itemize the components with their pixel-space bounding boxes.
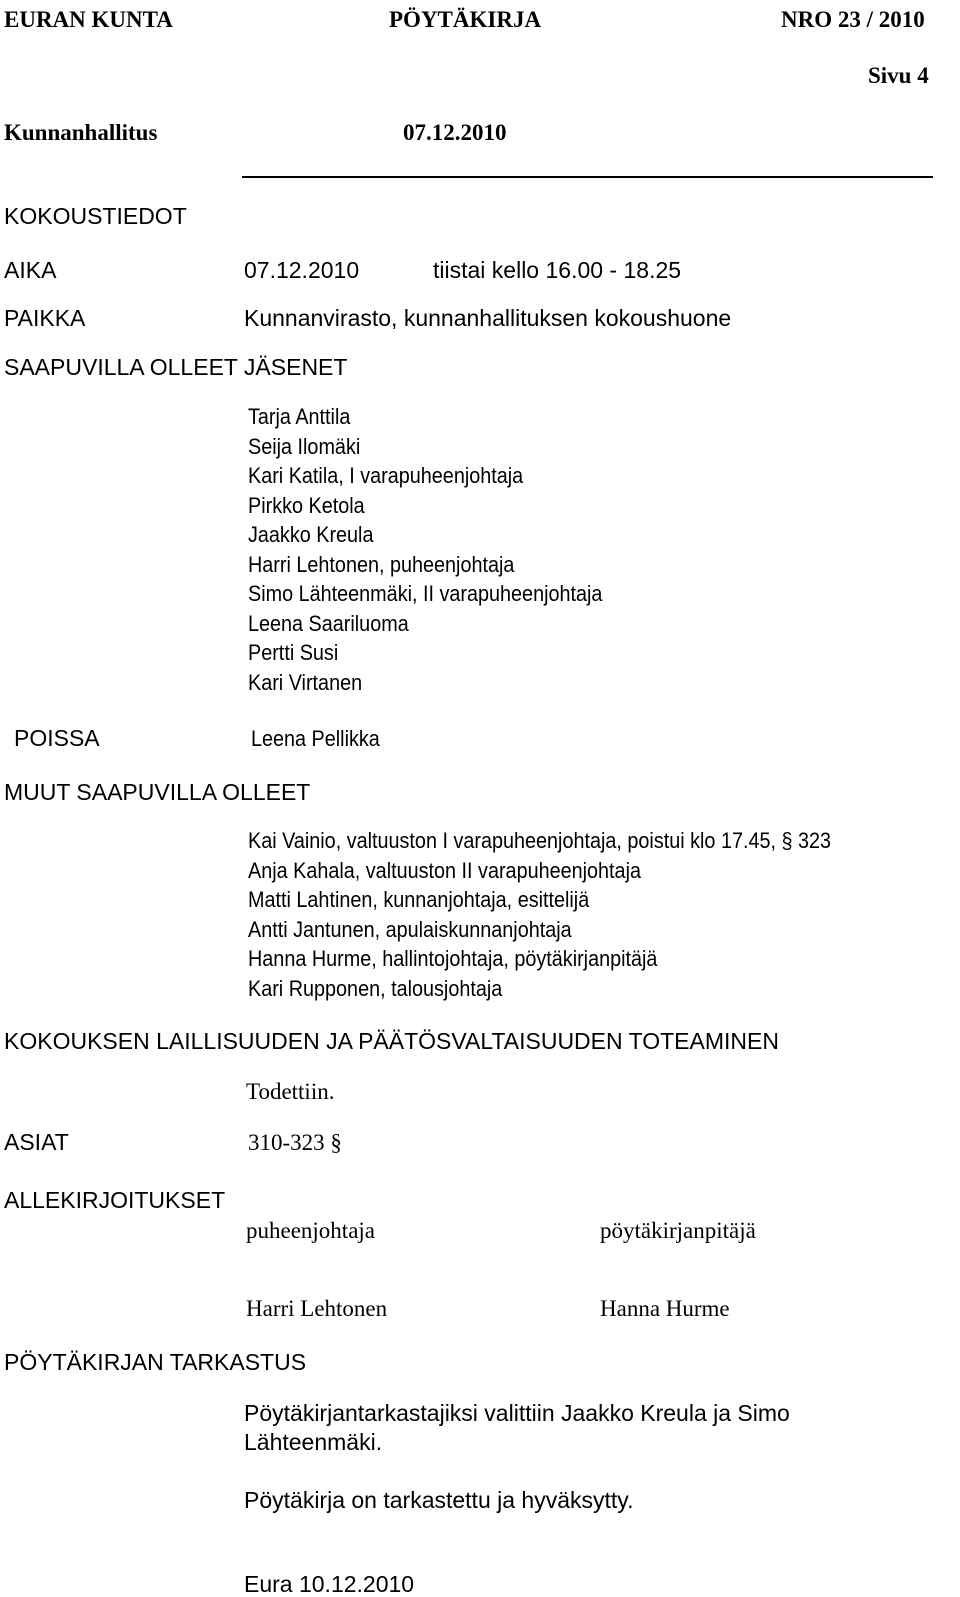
review-place-date: Eura 10.12.2010 xyxy=(244,1571,415,1597)
header-date: 07.12.2010 xyxy=(403,120,507,145)
member-item: Simo Lähteenmäki, II varapuheenjohtaja xyxy=(248,581,603,606)
meeting-time: tiistai kello 16.00 - 18.25 xyxy=(433,257,682,283)
chair-name: Harri Lehtonen xyxy=(246,1296,388,1321)
review-approved: Pöytäkirja on tarkastettu ja hyväksytty. xyxy=(244,1487,634,1513)
others-label: MUUT SAAPUVILLA OLLEET xyxy=(4,779,311,805)
absent-label: POISSA xyxy=(14,725,100,751)
meeting-section-title: KOKOUSTIEDOT xyxy=(4,203,187,229)
document-type: PÖYTÄKIRJA xyxy=(389,7,542,32)
other-attendee-item: Antti Jantunen, apulaiskunnanjohtaja xyxy=(248,916,572,942)
page-number: Sivu 4 xyxy=(868,63,929,88)
chair-role: puheenjohtaja xyxy=(246,1218,376,1243)
time-label: AIKA xyxy=(4,257,57,283)
signatures-label: ALLEKIRJOITUKSET xyxy=(4,1187,226,1213)
matters-value: 310-323 § xyxy=(248,1130,342,1155)
other-attendee-item: Kari Rupponen, talousjohtaja xyxy=(248,975,503,1001)
secretary-role: pöytäkirjanpitäjä xyxy=(600,1218,756,1243)
members-list xyxy=(248,402,642,697)
absent-member: Leena Pellikka xyxy=(251,726,380,751)
place-label: PAIKKA xyxy=(4,305,86,331)
member-item: Kari Virtanen xyxy=(248,669,363,695)
member-item: Harri Lehtonen, puheenjohtaja xyxy=(248,551,515,577)
organ-name: Kunnanhallitus xyxy=(4,120,158,145)
others-list xyxy=(248,826,896,1003)
legality-label: KOKOUKSEN LAILLISUUDEN JA PÄÄTÖSVALTAISUUDEN TOTEAMINEN xyxy=(4,1028,779,1054)
member-item: Leena Saariluoma xyxy=(248,610,409,636)
secretary-name: Hanna Hurme xyxy=(600,1296,730,1321)
member-item: Kari Katila, I varapuheenjohtaja xyxy=(248,463,524,488)
header-rule xyxy=(242,176,933,178)
municipality-name: EURAN KUNTA xyxy=(4,7,173,32)
other-attendee-item: Matti Lahtinen, kunnanjohtaja, esittelijä xyxy=(248,887,590,912)
legality-value: Todettiin. xyxy=(246,1079,335,1104)
meeting-place: Kunnanvirasto, kunnanhallituksen kokoushuone xyxy=(244,305,732,331)
other-attendee-item: Kai Vainio, valtuuston I varapuheenjohtaja, poistui klo 17.45, § 323 xyxy=(248,828,832,853)
other-attendee-item: Anja Kahala, valtuuston II varapuheenjohtaja xyxy=(248,857,641,883)
members-label: SAAPUVILLA OLLEET JÄSENET xyxy=(4,354,348,380)
member-item: Tarja Anttila xyxy=(248,404,351,429)
member-item: Jaakko Kreula xyxy=(248,522,374,547)
document-number: NRO 23 / 2010 xyxy=(781,7,925,32)
review-label: PÖYTÄKIRJAN TARKASTUS xyxy=(4,1349,307,1375)
member-item: Pirkko Ketola xyxy=(248,492,365,518)
member-item: Seija Ilomäki xyxy=(248,433,361,459)
meeting-date: 07.12.2010 xyxy=(244,257,360,283)
review-text-line1: Pöytäkirjantarkastajiksi valittiin Jaakko Kreula ja Simo xyxy=(244,1400,790,1426)
other-attendee-item: Hanna Hurme, hallintojohtaja, pöytäkirjanpitäjä xyxy=(248,946,658,971)
review-text-line2: Lähteenmäki. xyxy=(244,1429,383,1455)
matters-label: ASIAT xyxy=(4,1129,69,1155)
member-item: Pertti Susi xyxy=(248,640,339,665)
